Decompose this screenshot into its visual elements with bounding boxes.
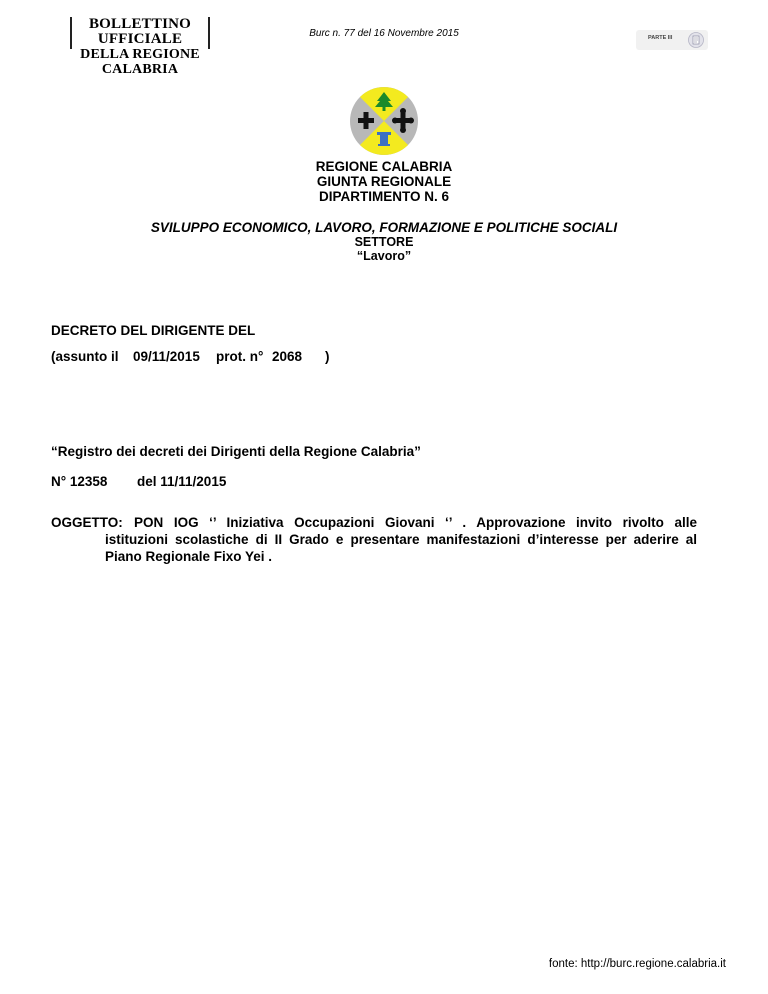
oggetto-line2: istituzioni scolastiche di II Grado e presentare manifestazioni d’interesse per aderire al [105,532,697,547]
dipartimento-name: DIPARTIMENTO N. 6 [318,189,449,204]
registro-title: “Registro dei decreti dei Dirigenti della Regione Calabria” [51,444,421,459]
parte-badge [636,30,708,50]
prot-number: 2068 [272,349,303,364]
department-name: SVILUPPO ECONOMICO, LAVORO, FORMAZIONE E POLITICHE SOCIALI [150,220,618,235]
department-block [0,221,768,263]
burc-reference: Burc n. 77 del 16 Novembre 2015 [309,28,459,39]
oggetto-body [105,531,697,565]
close-paren: ) [325,349,330,364]
assunto-date: 09/11/2015 [133,349,200,364]
settore-name: “Lavoro” [356,249,412,263]
masthead-line2: DELLA REGIONE CALABRIA [80,47,200,77]
region-header [0,159,768,204]
settore-label: SETTORE [354,235,414,249]
regione-calabria-emblem-icon [349,86,419,156]
oggetto-line3: Piano Regionale Fixo Yei . [105,549,273,564]
registro-number: N° 12358 [51,474,108,489]
oggetto-line1: PON IOG ‘’ Iniziativa Occupazioni Giovani ‘’ . Approvazione invito rivolto alle [134,515,697,530]
parte-label: PARTE III [648,35,673,41]
document-icon [688,32,704,48]
decree-title: DECRETO DEL DIRIGENTE DEL [51,323,256,338]
registro-date: del 11/11/2015 [137,474,227,489]
oggetto-label: OGGETTO: [51,515,123,530]
prot-label: prot. n° [216,349,264,364]
assunto-label: (assunto il [51,349,119,364]
source-footer: fonte: http://burc.regione.calabria.it [548,958,726,970]
giunta-name: GIUNTA REGIONALE [316,174,452,189]
region-name: REGIONE CALABRIA [315,159,453,174]
masthead-line1: BOLLETTINO UFFICIALE [88,16,192,47]
